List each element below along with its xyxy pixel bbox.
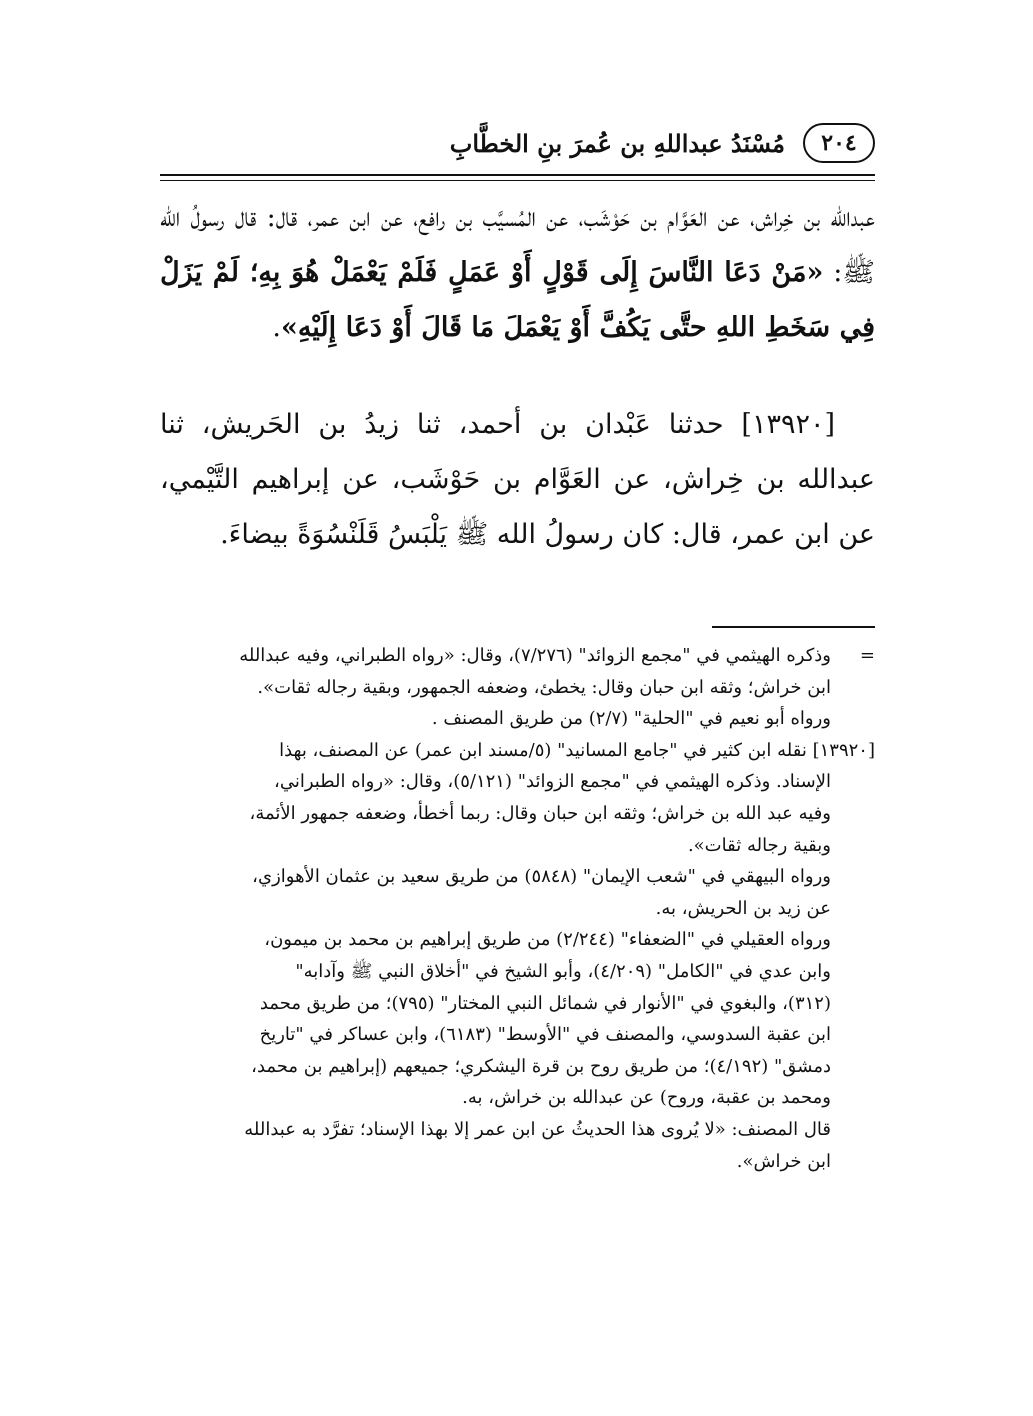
footnote-line: (٣١٢)، والبغوي في "الأنوار في شمائل النبي المختار" (٧٩٥)؛ من طريق محمد [259, 992, 831, 1014]
footnote-divider [712, 626, 875, 628]
footnote-line: ومحمد بن عقبة، وروح) عن عبدالله بن خراش، به. [462, 1087, 831, 1109]
footnote-line: الإسناد. وذكره الهيثمي في "مجمع الزوائد" (٥/١٢١)، وقال: «رواه الطبراني، [274, 771, 831, 793]
paragraph-2: [١٣٩٢٠] حدثنا عَبْدان بن أحمد، ثنا زيدُ بن الحَريش، ثنا عبدالله بن خِراش، عن العَوَّام بن حَوْشَب، عن إبراهيم التَّيْمي، عن ابن عمر، قال: كان رسولُ الله ﷺ يَلْبَسُ قَلَنْسُوَةً بيضاءَ. [160, 409, 875, 550]
footnote-line: ابن خراش؛ وثقه ابن حبان وقال: يخطئ، وضعفه الجمهور، وبقية رجاله ثقات». [257, 676, 831, 698]
page-header [160, 118, 875, 168]
footnote-line: ورواه البيهقي في "شعب الإيمان" (٥٨٤٨) من طريق سعيد بن عثمان الأهوازي، [252, 866, 831, 888]
main-text [160, 190, 875, 562]
para1-end: . [272, 312, 281, 343]
footnote-line: ابن خراش». [736, 1150, 831, 1172]
footnote-line: وفيه عبد الله بن خراش؛ وثقه ابن حبان وقال: ربما أخطأ، وضعفه جمهور الأئمة، [249, 802, 831, 824]
footnote-line: ورواه العقيلي في "الضعفاء" (٢/٢٤٤) من طريق إبراهيم بن محمد بن ميمون، [264, 929, 831, 951]
running-title: مُسْنَدُ عبداللهِ بن عُمرَ بنِ الخطَّابِ [449, 128, 785, 158]
para1-line-1: عبدالله بن خِراش، عن العَوَّام بن حَوْشَب، عن المُسيَّب بن رافع، عن [380, 202, 875, 233]
para1-line-2: ابن عمر، قال: قال رسولُ الله ﷺ: [160, 202, 875, 288]
footnote-line: دمشق" (٤/١٩٢)؛ من طريق روح بن قرة اليشكري؛ جميعهم (إبراهيم بن محمد، [251, 1055, 831, 1077]
continuation-mark: = [859, 645, 875, 666]
footnote-line: عن زيد بن الحريش، به. [655, 897, 831, 919]
footnote-line: قال المصنف: «لا يُروى هذا الحديثُ عن ابن عمر إلا بهذا الإسناد؛ تفرَّد به عبدالله [244, 1118, 831, 1140]
footnote-line: وبقية رجاله ثقات». [687, 834, 831, 856]
footnote-continued [160, 640, 875, 735]
header-divider [160, 174, 875, 181]
footnote-line: وذكره الهيثمي في "مجمع الزوائد" (٧/٢٧٦)، وقال: «رواه الطبراني، وفيه عبدالله [239, 645, 831, 666]
hadith-text: «مَنْ دَعَا النَّاسَ إِلَى قَوْلٍ أَوْ عَمَلٍ فَلَمْ يَعْمَلْ هُوَ بِهِ؛ لَمْ يَزَلْ فِي سَخَطِ اللهِ حتَّى يَكُفَّ أَوْ يَعْمَلَ مَا قَالَ أَوْ دَعَا إِلَيْهِ» [160, 257, 875, 343]
footnote-13920 [160, 735, 875, 1177]
footnote-line: ورواه أبو نعيم في "الحلية" (٢/٧) من طريق المصنف . [431, 708, 831, 730]
footnotes [160, 640, 875, 1177]
footnote-line: [١٣٩٢٠] نقله ابن كثير في "جامع المسانيد" (٥/مسند ابن عمر) عن المصنف، بهذا [279, 739, 875, 761]
page-number: ٢٠٤ [803, 123, 875, 163]
footnote-line: وابن عدي في "الكامل" (٤/٢٠٩)، وأبو الشيخ في "أخلاق النبي ﷺ وآدابه" [295, 960, 831, 982]
paragraph-1 [160, 190, 875, 355]
footnote-line: ابن عقبة السدوسي، والمصنف في "الأوسط" (٦١٨٣)، وابن عساكر في "تاريخ [259, 1024, 831, 1046]
